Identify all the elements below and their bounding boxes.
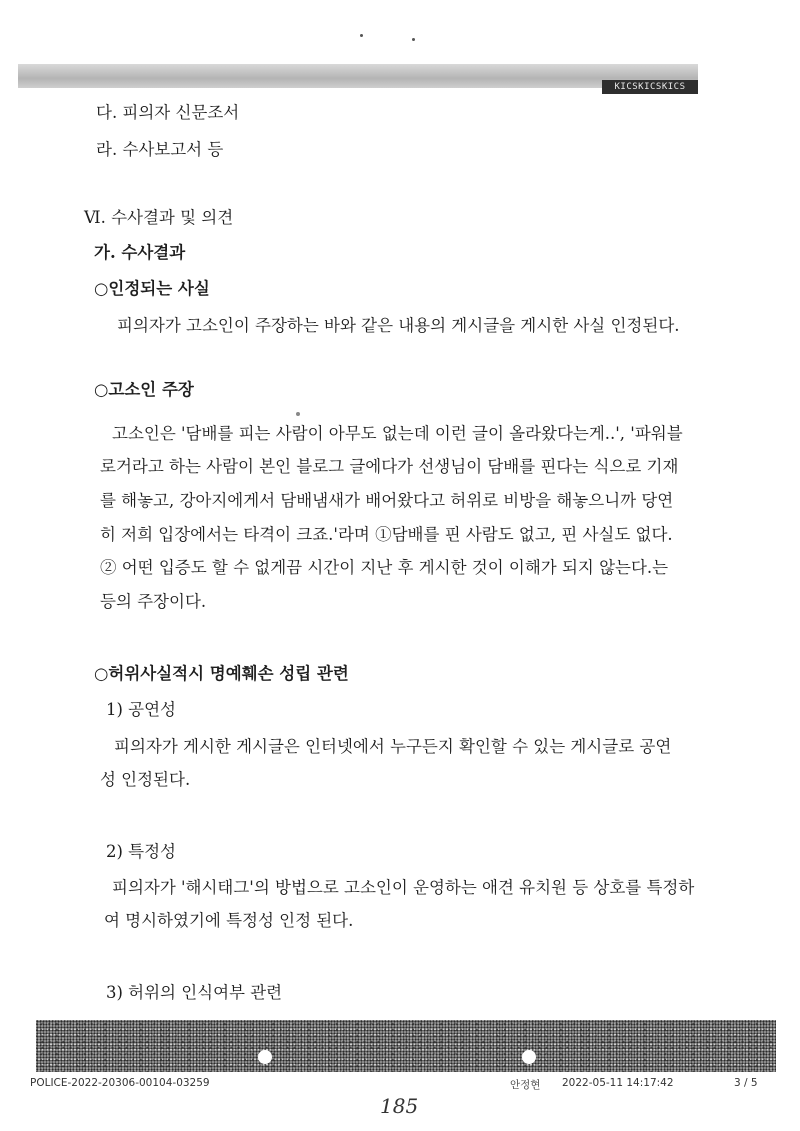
claim-line: 로거라고 하는 사람이 본인 블로그 글에다가 선생님이 담배를 핀다는 식으로 기재 — [100, 457, 679, 476]
officer-name: 안정현 — [510, 1079, 541, 1091]
section-title: Ⅵ. 수사결과 및 의견 — [84, 208, 234, 227]
list-item: 라. 수사보고서 등 — [96, 140, 224, 159]
header-code: KICSKICSKICS — [602, 80, 698, 94]
section-subtitle: 가. 수사결과 — [94, 243, 186, 262]
scan-speck — [412, 38, 415, 41]
specificity-line: 여 명시하였기에 특정성 인정 된다. — [104, 911, 354, 930]
facts-body: 피의자가 고소인이 주장하는 바와 같은 내용의 게시글을 게시한 사실 인정된다. — [117, 316, 680, 335]
scan-speck — [296, 412, 300, 416]
specificity-title: 2) 특정성 — [106, 842, 176, 861]
claim-line: 히 저희 입장에서는 타격이 크죠.'라며 ①담배를 핀 사람도 없고, 핀 사실도 없다. — [100, 525, 673, 544]
handwritten-page-number: 185 — [380, 1094, 419, 1118]
claim-line: 등의 주장이다. — [100, 592, 207, 611]
timestamp: 2022-05-11 14:17:42 — [562, 1077, 674, 1089]
falsity-title: 3) 허위의 인식여부 관련 — [106, 983, 283, 1002]
punch-hole — [522, 1050, 536, 1064]
publicity-line: 피의자가 게시한 게시글은 인터넷에서 누구든지 확인할 수 있는 게시글로 공연 — [114, 737, 672, 756]
punch-hole — [258, 1050, 272, 1064]
scan-header-band — [18, 64, 698, 88]
claim-line: ② 어떤 입증도 할 수 없게끔 시간이 지난 후 게시한 것이 이해가 되지 않는다.는 — [100, 558, 669, 577]
publicity-title: 1) 공연성 — [106, 700, 176, 719]
specificity-line: 피의자가 '해시태그'의 방법으로 고소인이 운영하는 애견 유치원 등 상호를 특정하 — [112, 878, 695, 897]
scan-speck — [360, 34, 363, 37]
scan-footer-band — [36, 1020, 776, 1072]
page-indicator: 3 / 5 — [734, 1077, 758, 1089]
claim-line: 고소인은 '담배를 피는 사람이 아무도 없는데 이런 글이 올라왔다는게..', '파워블 — [112, 424, 683, 443]
claim-heading: ○고소인 주장 — [94, 380, 194, 399]
publicity-line: 성 인정된다. — [100, 770, 191, 789]
claim-line: 를 해놓고, 강아지에게서 담배냄새가 배어왔다고 허위로 비방을 해놓으니까 당연 — [100, 491, 674, 510]
list-item: 다. 피의자 신문조서 — [96, 103, 240, 122]
case-id: POLICE-2022-20306-00104-03259 — [30, 1077, 210, 1089]
defamation-heading: ○허위사실적시 명예훼손 성립 관련 — [94, 664, 349, 683]
facts-heading: ○인정되는 사실 — [94, 279, 210, 298]
